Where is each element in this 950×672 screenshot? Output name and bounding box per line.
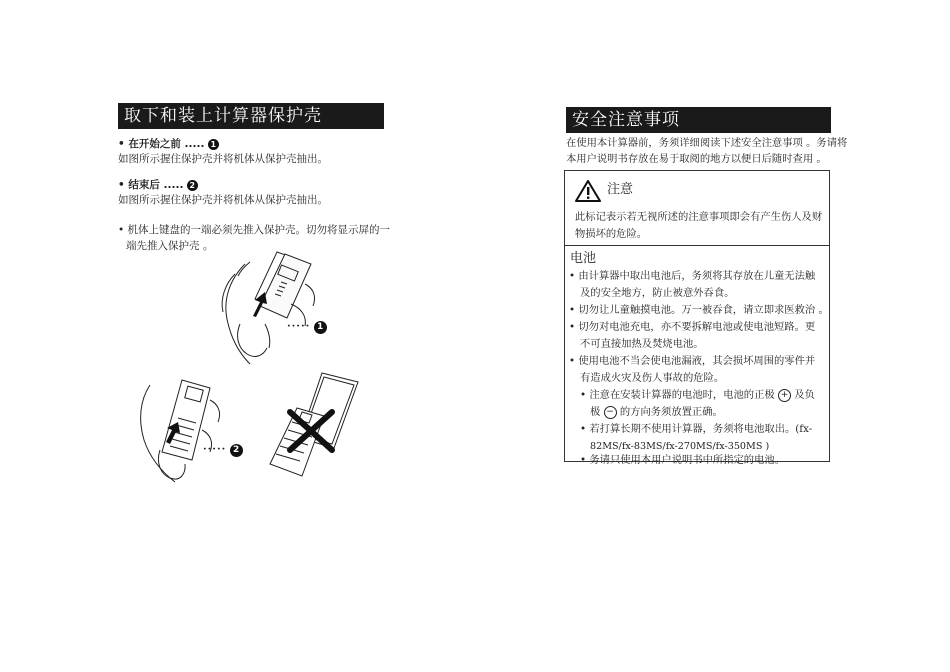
battery-bullet-3-line-1: • 切勿对电池充电，亦不要拆解电池或使电池短路。更 bbox=[569, 321, 816, 333]
note-line-1: • 机体上键盘的一端必须先推入保护壳。切勿将显示屏的一 bbox=[118, 224, 391, 236]
battery-bullet-2: • 切勿让儿童触摸电池。万一被吞食，请立即求医救治 。 bbox=[569, 304, 829, 316]
battery-bullet-4-line-2: 有造成火灾及伤人事故的危险。 bbox=[580, 372, 725, 384]
step-2-marker: 2 bbox=[187, 180, 198, 191]
sub-bullet-3: • 务请只使用本用户说明书中所指定的电池。 bbox=[580, 454, 785, 466]
warning-icon bbox=[575, 180, 601, 202]
caution-line-2: 物损坏的危险。 bbox=[575, 228, 648, 240]
battery-bullet-1-line-2: 及的安全地方，防止被意外吞食。 bbox=[580, 287, 735, 299]
callout-2-number: 2 bbox=[230, 444, 243, 457]
sub-bullet-2-line-2: 82MS/fx-83MS/fx-270MS/fx-350MS ) bbox=[590, 441, 770, 452]
intro-line-1: 在使用本计算器前，务须详细阅读下述安全注意事项 。务请将 bbox=[566, 137, 848, 149]
wrong-insert-illustration bbox=[262, 368, 362, 478]
callout-2: ····· 2 bbox=[203, 441, 243, 458]
positive-terminal-symbol: + bbox=[778, 389, 791, 402]
step-1-marker: 1 bbox=[208, 139, 219, 150]
after-finish-text: 如图所示握住保护壳并将机体从保护壳抽出。 bbox=[118, 194, 328, 206]
caution-line-1: 此标记表示若无视所述的注意事项即会有产生伤人及财 bbox=[575, 211, 823, 223]
battery-heading: 电池 bbox=[570, 251, 597, 266]
sub-bullet-1-line-2: 极 − 的方向务须放置正确。 bbox=[590, 406, 723, 418]
callout-1-number: 1 bbox=[314, 321, 327, 334]
before-start-text: 如图所示握住保护壳并将机体从保护壳抽出。 bbox=[118, 153, 328, 165]
battery-bullet-4-line-1: • 使用电池不当会使电池漏液，其会损坏周围的零件并 bbox=[569, 355, 816, 367]
caution-label: 注意 bbox=[607, 182, 634, 197]
negative-terminal-symbol: − bbox=[604, 406, 617, 419]
note-line-2: 端先推入保护壳 。 bbox=[126, 240, 214, 252]
battery-bullet-1-line-1: • 由计算器中取出电池后，务须将其存放在儿童无法触 bbox=[569, 270, 816, 282]
section-title-safety: 安全注意事项 bbox=[566, 107, 831, 133]
insert-cover-illustration bbox=[130, 370, 240, 490]
before-start-heading: • 在开始之前 ..... bbox=[118, 138, 205, 150]
sub-bullet-1-line-1: • 注意在安装计算器的电池时，电池的正极 + 及负 bbox=[580, 389, 815, 401]
box-divider bbox=[565, 245, 829, 246]
after-finish-heading: • 结束后 ..... bbox=[118, 179, 184, 191]
intro-line-2: 本用户说明书存放在易于取阅的地方以便日后随时查用 。 bbox=[566, 153, 827, 165]
sub-bullet-2-line-1: • 若打算长期不使用计算器，务须将电池取出。(fx- bbox=[580, 423, 813, 435]
remove-cover-illustration bbox=[205, 244, 345, 374]
right-page bbox=[475, 0, 950, 672]
safety-box bbox=[564, 170, 830, 466]
battery-bullet-3-line-2: 不可直接加热及焚烧电池。 bbox=[580, 338, 704, 350]
callout-1: ····· 1 bbox=[287, 318, 327, 335]
section-title-remove-cover: 取下和装上计算器保护壳 bbox=[118, 103, 384, 129]
